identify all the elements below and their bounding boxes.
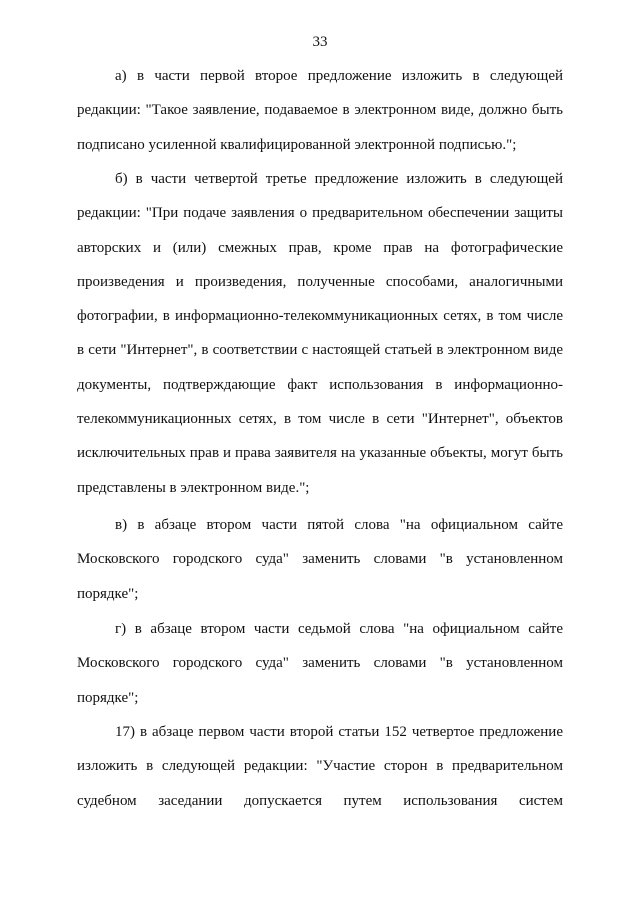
paragraph-17: 17) в абзаце первом части второй статьи 152 четвертое предложение изложить в следующей редакции: "Участие сторон в предварительном судебном заседании допускается путем использования систем [77,724,563,809]
paragraph-b: б) в части четвертой третье предложение изложить в следующей редакции: "При подаче заявления о предварительном обеспечении защиты авторских и (или) смежных прав, кроме прав на фотографические произведения и произведения, полученные способами, аналогичными фотографии, в информационно-телекоммуникационных сетях, в том числе в сети "Интернет", в соответствии с настоящей статьей в электронном виде документы, подтверждающие факт использования в информационно-телекоммуникационных сетях, в том числе в сети "Интернет", объектов исключительных прав и права заявителя на указанные объекты, могут быть представлены в электронном виде."; [77,171,563,496]
paragraph-a: а) в части первой второе предложение изложить в следующей редакции: "Такое заявление, подаваемое в электронном виде, должно быть подписано усиленной квалифицированной электронной подписью."; [77,68,563,153]
paragraph-v: в) в абзаце втором части пятой слова "на официальном сайте Московского городского суда" заменить словами "в установленном порядке"; [77,517,563,602]
page-number: 33 [312,34,328,50]
paragraph-g: г) в абзаце втором части седьмой слова "на официальном сайте Московского городского суда" заменить словами "в установленном порядке"; [77,621,563,706]
